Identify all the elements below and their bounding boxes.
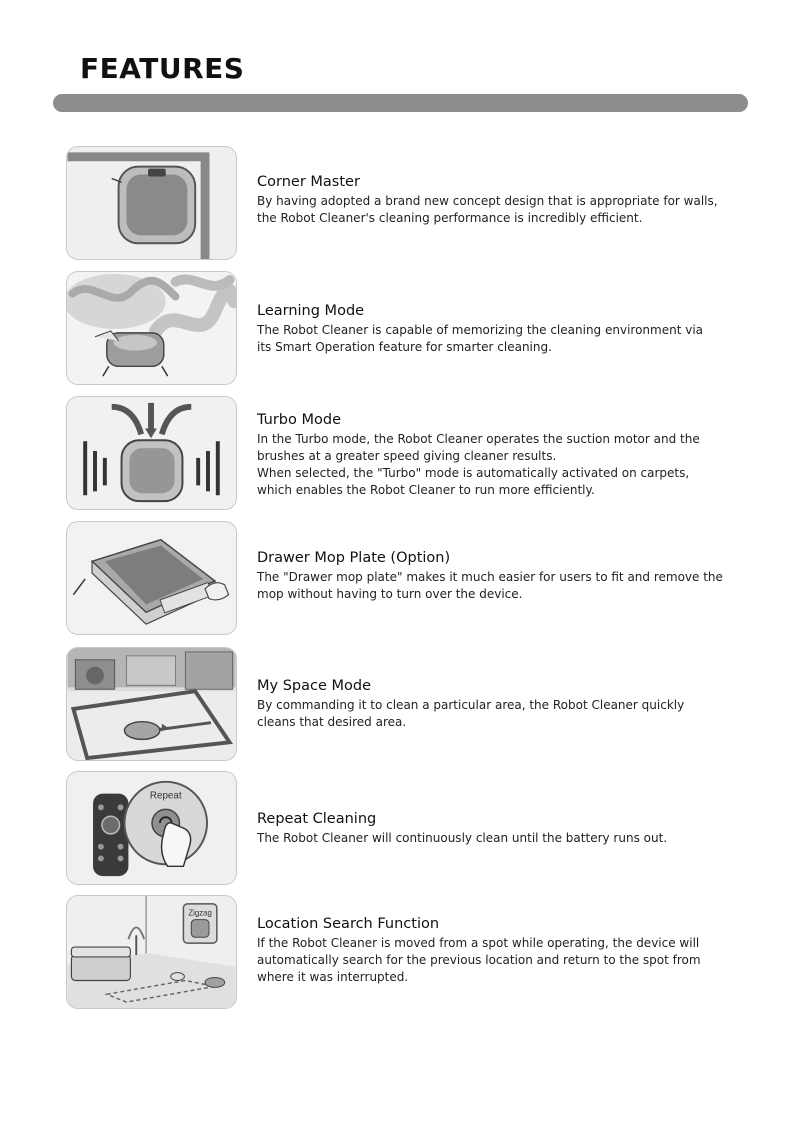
feature-title: My Space Mode: [257, 678, 372, 694]
title-divider-bar: [53, 94, 748, 112]
turbo-mode-illustration: [66, 396, 237, 510]
feature-title: Repeat Cleaning: [257, 811, 377, 827]
feature-title: Learning Mode: [257, 303, 365, 319]
learning-mode-illustration: [66, 271, 237, 385]
feature-description: By having adopted a brand new concept design that is appropriate for walls, the Robot Cleaner's cleaning performance is incredibly efficient.: [257, 194, 718, 225]
feature-corner-master: [257, 174, 742, 227]
feature-turbo-mode: [257, 412, 742, 499]
my-space-mode-illustration: [66, 647, 237, 761]
feature-description: The Robot Cleaner is capable of memorizing the cleaning environment via its Smart Operation feature for smarter cleaning.: [257, 323, 704, 354]
feature-location-search: [257, 916, 742, 986]
feature-description: By commanding it to clean a particular area, the Robot Cleaner quickly cleans that desired area.: [257, 698, 685, 729]
drawer-mop-plate-illustration: [66, 521, 237, 635]
feature-repeat-cleaning: [257, 811, 742, 847]
feature-title: Turbo Mode: [257, 412, 341, 428]
feature-description: The "Drawer mop plate" makes it much easier for users to fit and remove the mop without having to turn over the device.: [257, 570, 723, 601]
feature-title: Corner Master: [257, 174, 360, 190]
location-search-illustration: [66, 895, 237, 1009]
page-title: FEATURES: [80, 52, 245, 85]
feature-description: The Robot Cleaner will continuously clean until the battery runs out.: [257, 831, 668, 845]
corner-master-illustration: [66, 146, 237, 260]
repeat-button-label: Repeat: [149, 790, 182, 802]
feature-learning-mode: [257, 303, 742, 356]
repeat-cleaning-illustration: [66, 771, 237, 885]
feature-my-space-mode: [257, 678, 742, 731]
feature-description: If the Robot Cleaner is moved from a spot while operating, the device will automatically search for the previous location and return to the spot from where it was interrupted.: [257, 936, 701, 984]
feature-title: Drawer Mop Plate (Option): [257, 550, 451, 566]
feature-title: Location Search Function: [257, 916, 440, 932]
feature-drawer-mop-plate: [257, 550, 742, 603]
feature-description: In the Turbo mode, the Robot Cleaner operates the suction motor and the brushes at a greater speed giving cleaner results. When selected, the "Turbo" mode is automatically activated on carpets, which enables the Robot Cleaner to run more efficiently.: [257, 432, 700, 497]
zigzag-button-label: Zigzag: [188, 908, 212, 918]
